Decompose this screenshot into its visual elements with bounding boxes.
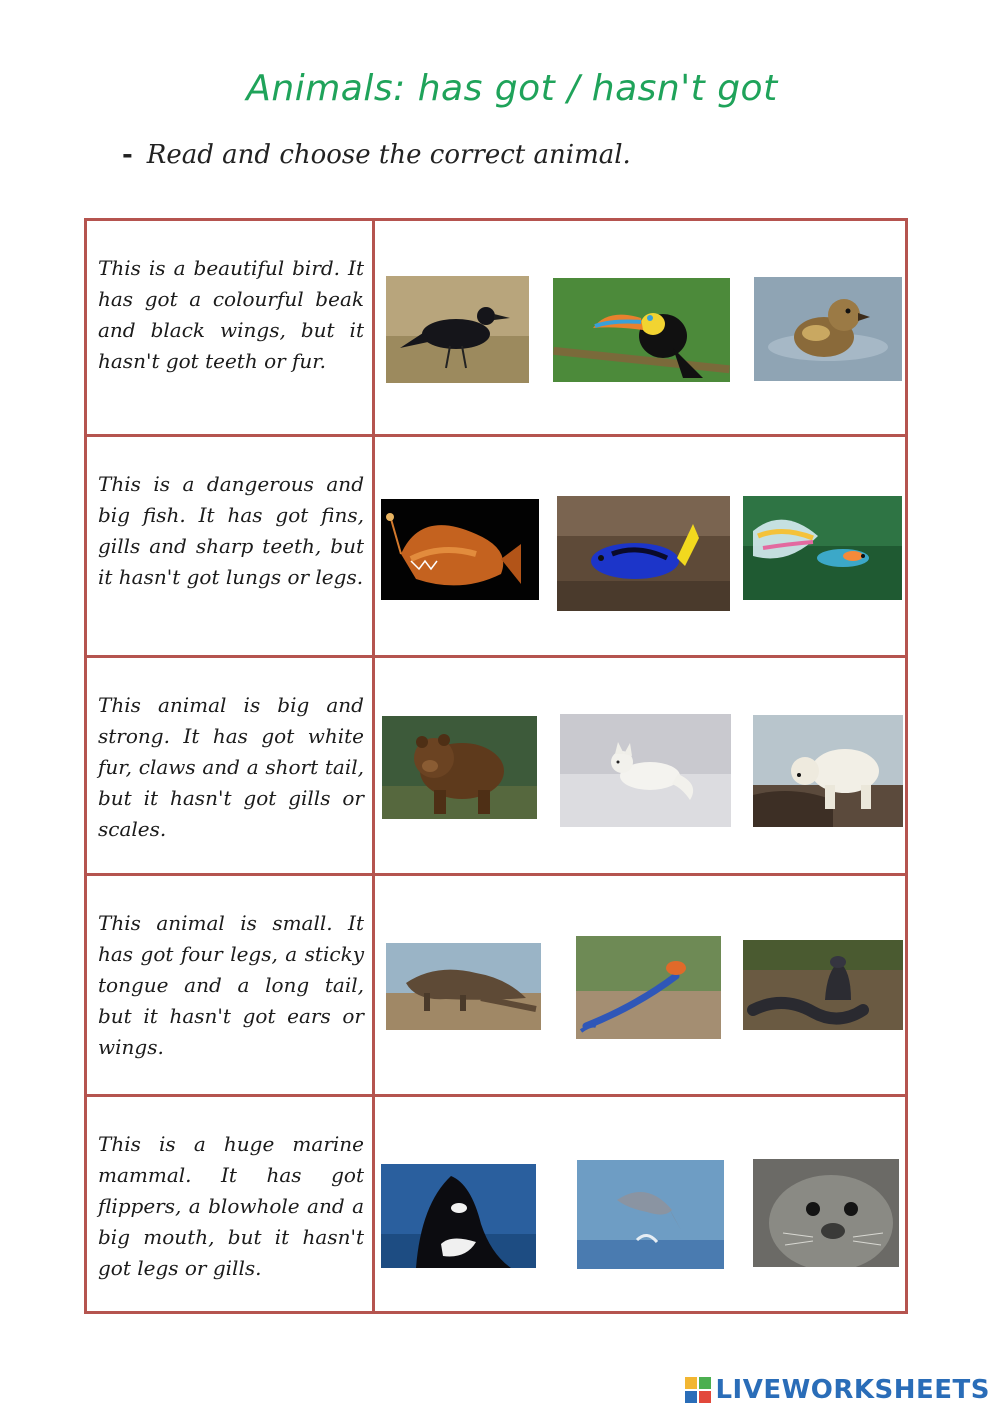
option-image-duckling[interactable] (754, 277, 902, 381)
exercise-row (87, 876, 905, 1097)
exercise-table (84, 218, 908, 1314)
logo-blocks-icon (685, 1377, 711, 1403)
option-image-brown-bear[interactable] (382, 716, 537, 819)
row-description: This is a dangerous and big fish. It has got fins, gills and sharp teeth, but it hasn't got lungs or legs. (87, 437, 375, 655)
instruction-bullet: - (122, 140, 133, 170)
option-image-komodo-dragon[interactable] (386, 943, 541, 1030)
option-image-anglerfish[interactable] (381, 499, 539, 600)
instruction-text: Read and choose the correct animal. (146, 140, 631, 170)
option-image-arctic-fox[interactable] (560, 714, 731, 827)
liveworksheets-logo (685, 1375, 990, 1405)
option-image-seal[interactable] (753, 1159, 899, 1267)
option-image-crow[interactable] (386, 276, 529, 383)
option-image-dolphin[interactable] (577, 1160, 724, 1269)
row-description: This animal is small. It has got four legs, a sticky tongue and a long tail, but it hasn't got ears or wings. (87, 876, 375, 1094)
option-image-blue-tang[interactable] (557, 496, 730, 611)
option-image-orca[interactable] (381, 1164, 536, 1268)
row-description: This is a huge marine mammal. It has got flippers, a blowhole and a big mouth, but it hasn't got legs or gills. (87, 1097, 375, 1314)
exercise-row (87, 437, 905, 658)
exercise-row (87, 1097, 905, 1314)
exercise-row (87, 658, 905, 876)
option-image-cobra[interactable] (743, 940, 903, 1030)
brand-name: LIVEWORKSHEETS (715, 1375, 990, 1405)
option-image-guppy[interactable] (743, 496, 902, 600)
row-description: This is a beautiful bird. It has got a colourful beak and black wings, but it hasn't got teeth or fur. (87, 221, 375, 434)
option-image-polar-bear[interactable] (753, 715, 903, 827)
option-image-toucan[interactable] (553, 278, 730, 382)
row-description: This animal is big and strong. It has got white fur, claws and a short tail, but it hasn't got gills or scales. (87, 658, 375, 873)
worksheet-title: Animals: has got / hasn't got (246, 68, 778, 109)
instruction (122, 140, 631, 170)
exercise-row (87, 221, 905, 437)
option-image-lizard[interactable] (576, 936, 721, 1039)
